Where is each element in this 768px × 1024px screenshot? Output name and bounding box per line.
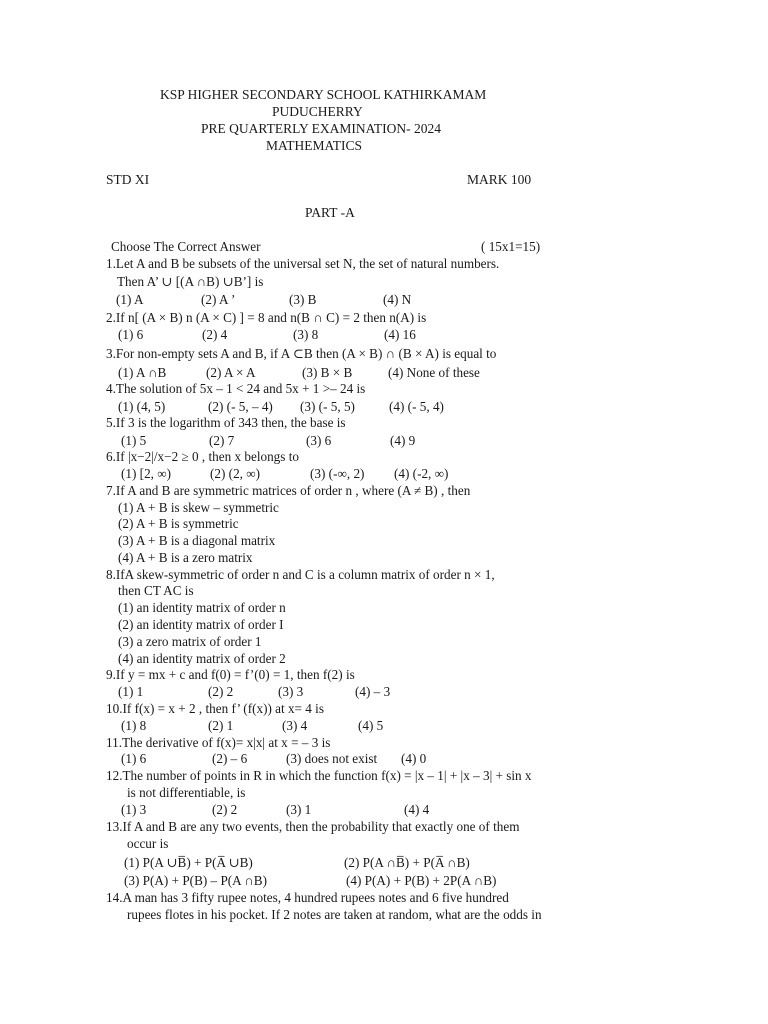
question-8-option-2: (2) an identity matrix of order I <box>118 617 284 632</box>
question-3-option-3: (3) B × B <box>302 365 353 380</box>
question-13-option-2: (2) P(A ∩B̅) + P(A̅ ∩B) <box>344 855 470 870</box>
question-12-option-1: (1) 3 <box>121 802 147 817</box>
question-10-option-3: (3) 4 <box>282 718 308 733</box>
question-7-line-1: 7.If A and B are symmetric matrices of order n , where (A ≠ B) , then <box>106 483 471 498</box>
question-8-line-1: 8.IfA skew-symmetric of order n and C is a column matrix of order n × 1, <box>106 567 495 582</box>
school-place: PUDUCHERRY <box>272 104 363 119</box>
question-11-option-3: (3) does not exist <box>286 751 378 766</box>
question-8-option-3: (3) a zero matrix of order 1 <box>118 634 262 649</box>
question-2-option-1: (1) 6 <box>118 327 144 342</box>
question-8-option-4: (4) an identity matrix of order 2 <box>118 651 286 666</box>
question-9-option-3: (3) 3 <box>278 684 304 699</box>
std-label: STD XI <box>106 172 150 187</box>
question-1-option-2: (2) A ’ <box>201 292 236 307</box>
question-7-option-2: (2) A + B is symmetric <box>118 516 239 531</box>
question-9-option-2: (2) 2 <box>208 684 234 699</box>
question-6-option-2: (2) (2, ∞) <box>210 466 261 481</box>
question-1-option-1: (1) A <box>116 292 144 307</box>
question-9-line-1: 9.If y = mx + c and f(0) = f’(0) = 1, then f(2) is <box>106 667 355 682</box>
instruction-marks: ( 15x1=15) <box>481 239 541 254</box>
question-12-option-3: (3) 1 <box>286 802 312 817</box>
question-7-option-3: (3) A + B is a diagonal matrix <box>118 533 276 548</box>
question-3-option-4: (4) None of these <box>388 365 480 380</box>
question-1-line-1: 1.Let A and B be subsets of the universal set N, the set of natural numbers. <box>106 256 500 271</box>
part-title: PART -A <box>305 205 355 220</box>
question-3-option-1: (1) A ∩B <box>118 365 167 380</box>
question-11-option-2: (2) – 6 <box>212 751 248 766</box>
question-2-option-3: (3) 8 <box>293 327 319 342</box>
question-4-line-1: 4.The solution of 5x – 1 < 24 and 5x + 1 >– 24 is <box>106 381 366 396</box>
question-10-option-4: (4) 5 <box>358 718 384 733</box>
question-2-option-4: (4) 16 <box>384 327 416 342</box>
question-13-option-4: (4) P(A) + P(B) + 2P(A ∩B) <box>346 873 497 888</box>
question-5-option-3: (3) 6 <box>306 433 332 448</box>
question-10-option-2: (2) 1 <box>208 718 234 733</box>
question-12-option-2: (2) 2 <box>212 802 238 817</box>
question-14-line-1: 14.A man has 3 fifty rupee notes, 4 hundred rupees notes and 6 five hundred <box>106 890 509 905</box>
question-12-option-4: (4) 4 <box>404 802 430 817</box>
question-11-line-1: 11.The derivative of f(x)= x|x| at x = – 3 is <box>106 735 331 750</box>
school-name: KSP HIGHER SECONDARY SCHOOL KATHIRKAMAM <box>160 87 487 102</box>
question-3-line-1: 3.For non-empty sets A and B, if A ⊂B then (A × B) ∩ (B × A) is equal to <box>106 346 497 361</box>
question-13-line-2: occur is <box>127 836 169 851</box>
question-4-option-3: (3) (- 5, 5) <box>300 399 355 414</box>
instruction-text: Choose The Correct Answer <box>111 239 261 254</box>
total-marks: MARK 100 <box>467 172 532 187</box>
question-7-option-1: (1) A + B is skew – symmetric <box>118 500 279 515</box>
question-4-option-2: (2) (- 5, – 4) <box>208 399 273 414</box>
question-8-option-1: (1) an identity matrix of order n <box>118 600 286 615</box>
question-12-line-2: is not differentiable, is <box>127 785 246 800</box>
question-5-option-1: (1) 5 <box>121 433 147 448</box>
subject-title: MATHEMATICS <box>266 138 363 153</box>
question-8-line-2: then CT AC is <box>118 583 194 598</box>
question-10-option-1: (1) 8 <box>121 718 147 733</box>
question-6-line-1: 6.If |x−2|/x−2 ≥ 0 , then x belongs to <box>106 449 299 464</box>
question-1-option-4: (4) N <box>383 292 412 307</box>
question-6-option-3: (3) (-∞, 2) <box>310 466 365 481</box>
question-2-line-1: 2.If n[ (A × B) n (A × C) ] = 8 and n(B ∩ C) = 2 then n(A) is <box>106 310 427 325</box>
question-11-option-4: (4) 0 <box>401 751 427 766</box>
question-6-option-1: (1) [2, ∞) <box>121 466 172 481</box>
question-5-line-1: 5.If 3 is the logarithm of 343 then, the base is <box>106 415 346 430</box>
question-13-option-3: (3) P(A) + P(B) – P(A ∩B) <box>124 873 267 888</box>
exam-title: PRE QUARTERLY EXAMINATION- 2024 <box>201 121 441 136</box>
question-13-option-1: (1) P(A ∪B̅) + P(A̅ ∪B) <box>124 855 253 870</box>
question-10-line-1: 10.If f(x) = x + 2 , then f’ (f(x)) at x= 4 is <box>106 701 324 716</box>
question-4-option-4: (4) (- 5, 4) <box>389 399 444 414</box>
question-7-option-4: (4) A + B is a zero matrix <box>118 550 253 565</box>
question-6-option-4: (4) (-2, ∞) <box>394 466 449 481</box>
question-9-option-1: (1) 1 <box>118 684 144 699</box>
question-4-option-1: (1) (4, 5) <box>118 399 166 414</box>
question-12-line-1: 12.The number of points in R in which the function f(x) = |x – 1| + |x – 3| + sin x <box>106 768 532 783</box>
question-3-option-2: (2) A × A <box>206 365 256 380</box>
question-1-line-2: Then A’ ∪ [(A ∩B) ∪B’] is <box>117 274 264 289</box>
question-5-option-2: (2) 7 <box>209 433 235 448</box>
question-9-option-4: (4) – 3 <box>355 684 391 699</box>
question-5-option-4: (4) 9 <box>390 433 416 448</box>
question-11-option-1: (1) 6 <box>121 751 147 766</box>
question-2-option-2: (2) 4 <box>202 327 228 342</box>
question-1-option-3: (3) B <box>289 292 317 307</box>
question-13-line-1: 13.If A and B are any two events, then the probability that exactly one of them <box>106 819 520 834</box>
question-14-line-2: rupees flotes in his pocket. If 2 notes are taken at random, what are the odds in <box>127 907 542 922</box>
